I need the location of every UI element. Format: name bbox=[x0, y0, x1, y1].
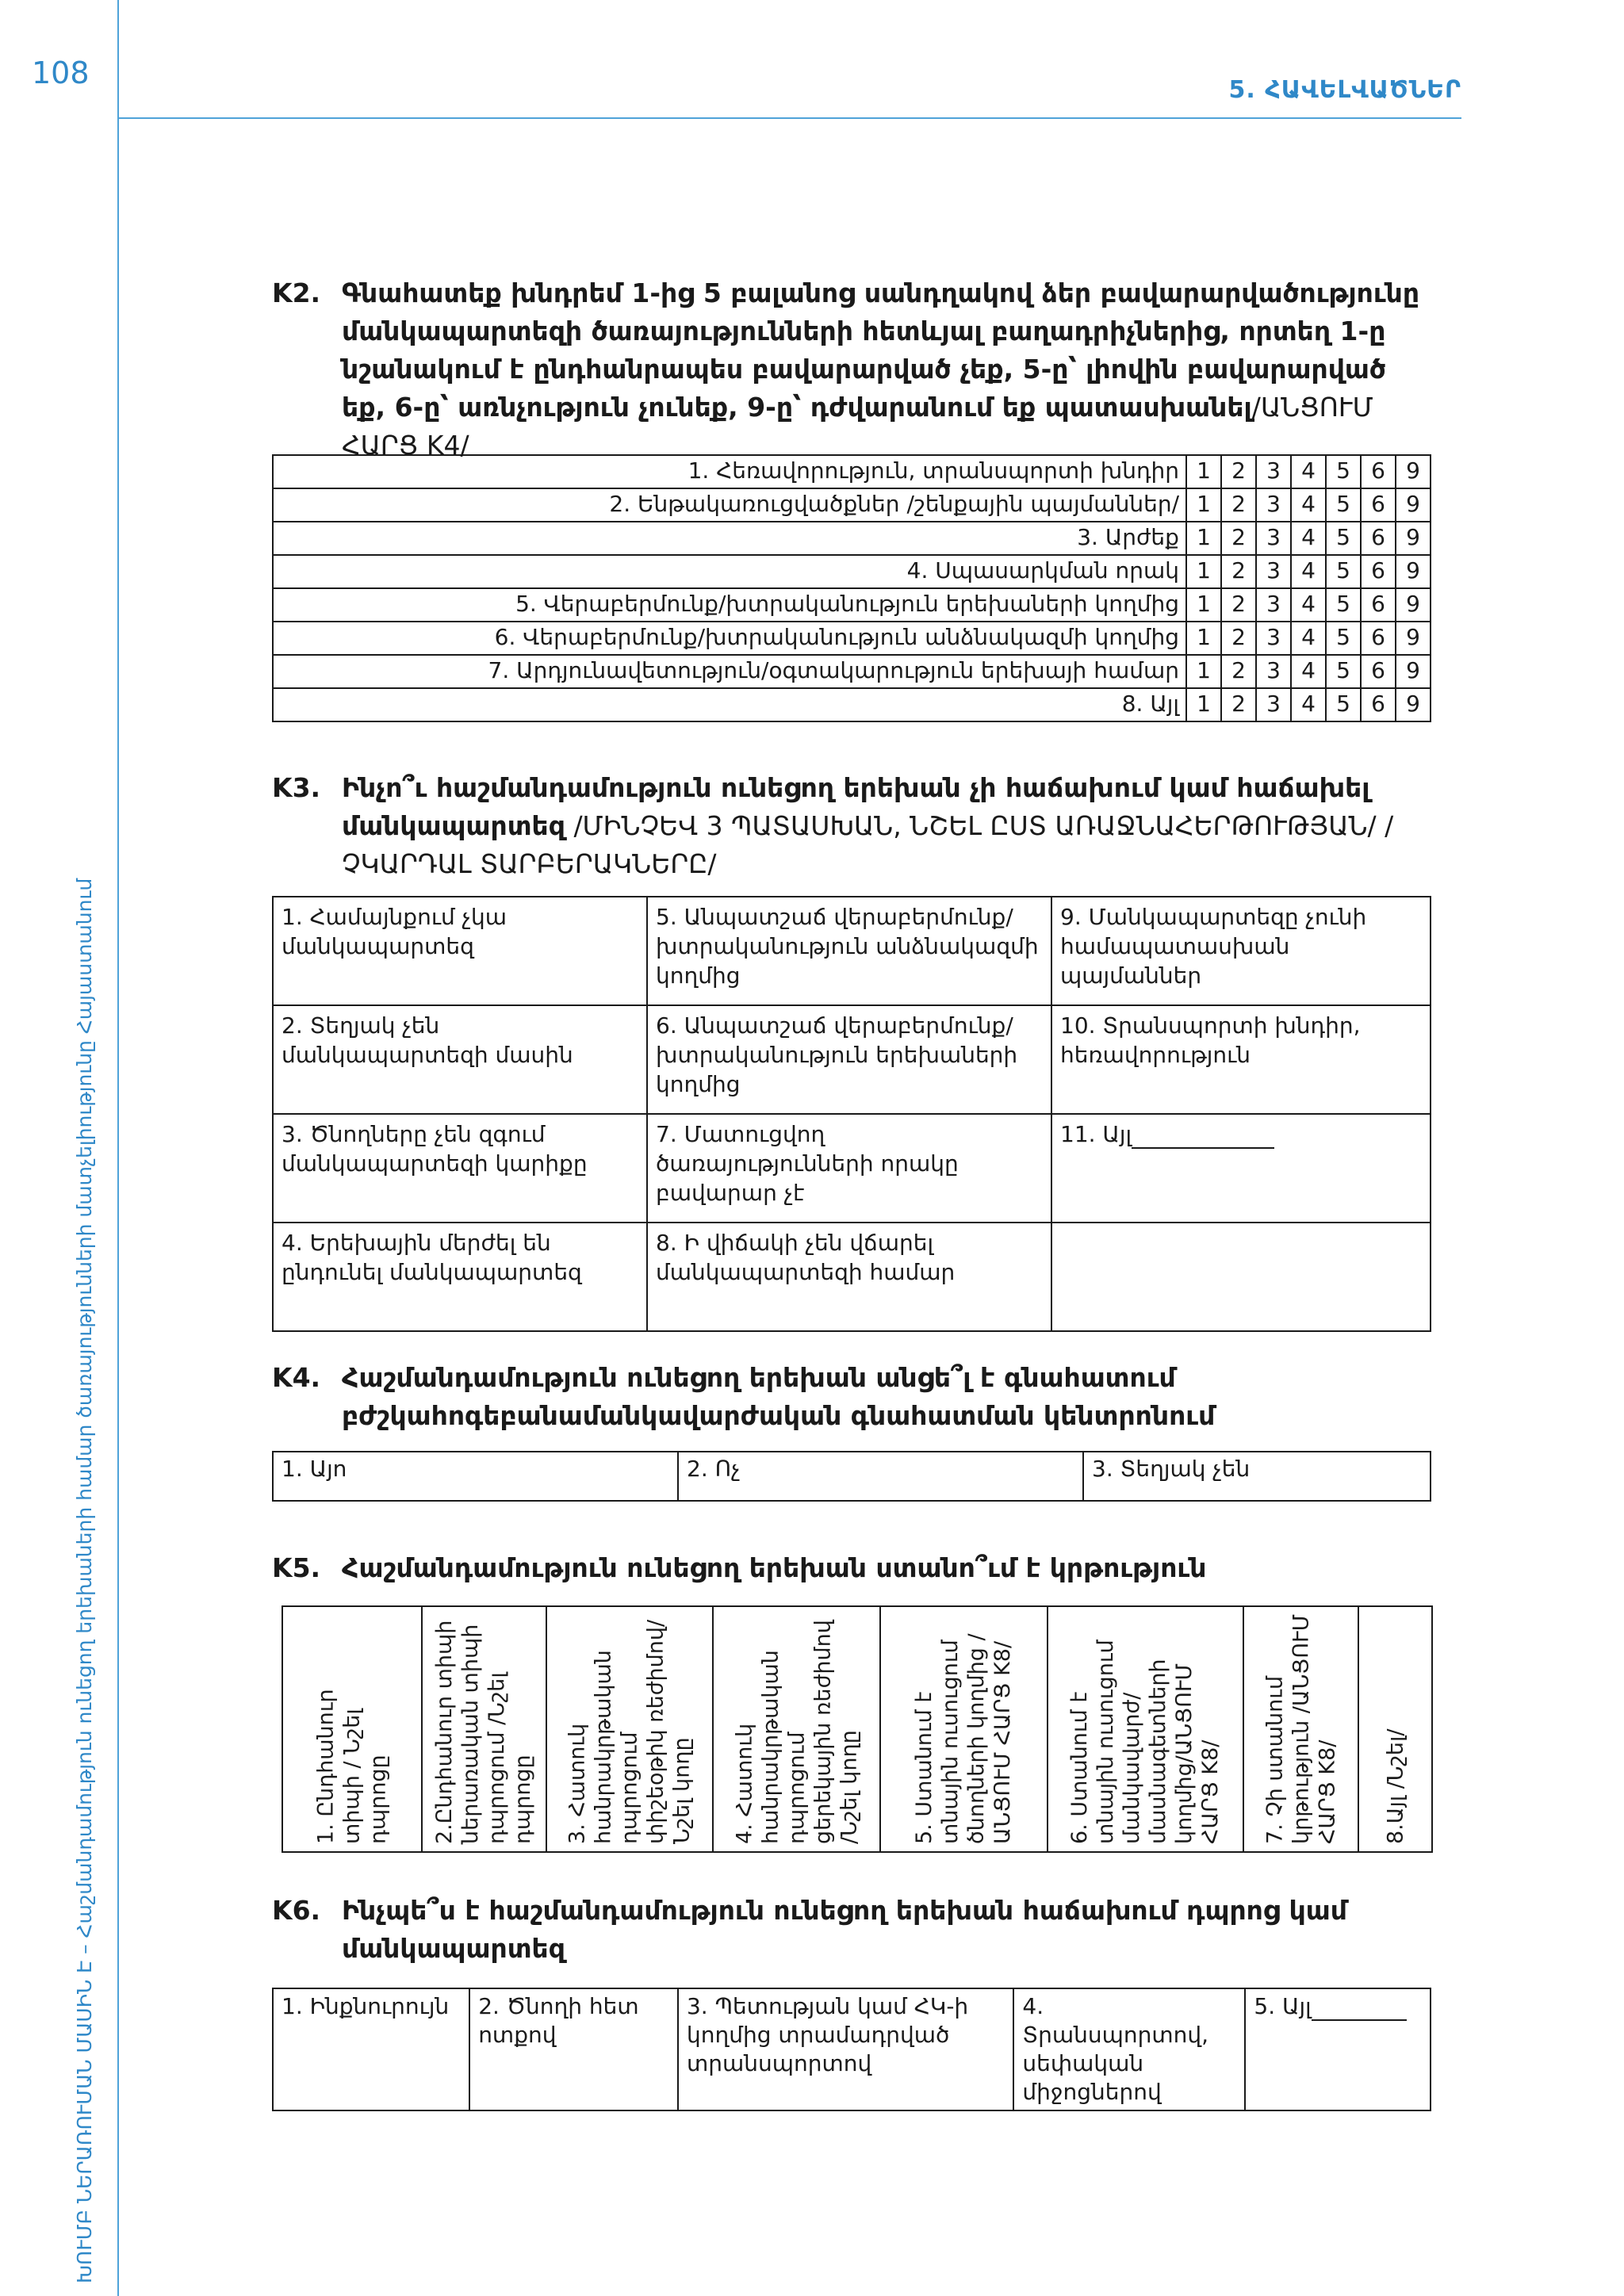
answer-option-label: 7. Մատուցվող ծառայությունների որակը բավարար չէ bbox=[656, 1121, 959, 1206]
rating-option-2[interactable]: 2 bbox=[1221, 655, 1256, 688]
answer-option[interactable] bbox=[546, 1606, 714, 1852]
rating-option-4[interactable]: 4 bbox=[1291, 655, 1326, 688]
answer-option[interactable] bbox=[1358, 1606, 1432, 1852]
rating-row bbox=[273, 688, 1431, 721]
answer-option[interactable] bbox=[282, 1606, 422, 1852]
option-row bbox=[273, 897, 1431, 1005]
rating-row bbox=[273, 455, 1431, 488]
rating-option-9[interactable]: 9 bbox=[1396, 688, 1431, 721]
rating-option-6[interactable]: 6 bbox=[1361, 588, 1396, 622]
answer-option[interactable] bbox=[273, 1452, 678, 1501]
answer-option[interactable] bbox=[647, 1114, 1051, 1223]
answer-option[interactable] bbox=[422, 1606, 546, 1852]
rating-option-9[interactable]: 9 bbox=[1396, 622, 1431, 655]
answer-option[interactable] bbox=[678, 1452, 1083, 1501]
answer-option[interactable] bbox=[273, 1005, 647, 1114]
rating-option-1[interactable]: 1 bbox=[1186, 588, 1221, 622]
question-k6 bbox=[272, 1892, 1432, 1968]
rating-option-1[interactable]: 1 bbox=[1186, 622, 1221, 655]
rating-option-3[interactable]: 3 bbox=[1256, 488, 1291, 522]
rating-option-9[interactable]: 9 bbox=[1396, 555, 1431, 588]
answer-option[interactable] bbox=[273, 897, 647, 1005]
rating-option-2[interactable]: 2 bbox=[1221, 555, 1256, 588]
question-code: K4. bbox=[272, 1362, 321, 1393]
option-row bbox=[273, 1005, 1431, 1114]
option-row bbox=[273, 1223, 1431, 1331]
rating-option-5[interactable]: 5 bbox=[1326, 622, 1361, 655]
question-code: K5. bbox=[272, 1552, 321, 1583]
answer-option-label: 6. Ստանում է տնային ուսուցում մանկավարժ/ մասնագետների կողմից/ԱՆՑՈՒՄ ՀԱՐՑ K8/ bbox=[1067, 1640, 1224, 1844]
answer-option[interactable] bbox=[469, 1988, 678, 2110]
rating-option-1[interactable]: 1 bbox=[1186, 455, 1221, 488]
question-k2 bbox=[272, 274, 1432, 465]
rating-item-label: 6. Վերաբերմունք/խտրականություն անձնակազմի կողմից bbox=[273, 622, 1186, 655]
rating-option-6[interactable]: 6 bbox=[1361, 622, 1396, 655]
rating-option-6[interactable]: 6 bbox=[1361, 655, 1396, 688]
rating-option-2[interactable]: 2 bbox=[1221, 588, 1256, 622]
rating-item-label: 5. Վերաբերմունք/խտրականություն երեխաների կողմից bbox=[273, 588, 1186, 622]
left-margin-rule bbox=[117, 0, 119, 2296]
answer-option-label: 3. Հատուկ հանրակրթական դպրոցում փիշեօթիկ ռեժիմով/ Նշել կողը bbox=[565, 1619, 695, 1844]
answer-option-label: 8. Ի վիճակի չեն վճարել մանկապարտեզի համար bbox=[656, 1230, 956, 1285]
page-number: 108 bbox=[32, 55, 90, 90]
rating-option-9[interactable]: 9 bbox=[1396, 488, 1431, 522]
answer-option-label: 10. Տրանսպորտի խնդիր, հեռավորություն bbox=[1060, 1012, 1361, 1068]
answer-option-label: 4. Երեխային մերժել են ընդունել մանկապարտեզ bbox=[282, 1230, 582, 1285]
rating-row bbox=[273, 555, 1431, 588]
question-code: K6. bbox=[272, 1895, 321, 1926]
answer-option-label: 1. Համայնքում չկա մանկապարտեզ bbox=[282, 904, 508, 959]
rating-option-6[interactable]: 6 bbox=[1361, 555, 1396, 588]
rating-option-1[interactable]: 1 bbox=[1186, 488, 1221, 522]
answer-option[interactable] bbox=[1083, 1452, 1431, 1501]
option-row bbox=[273, 1114, 1431, 1223]
vertical-side-title: ԽՈՒՄԲ ՆԵՐԱՌՈՒՄԱՆ ՄԱՍԻՆ Է – Հաշմանդամություն ունեցող երեխաների համար ծառայությունների մատչելիությունը Հայաստանում bbox=[73, 878, 96, 2283]
answer-option[interactable] bbox=[273, 1114, 647, 1223]
answer-option[interactable] bbox=[713, 1606, 880, 1852]
answer-option-label: 8.Այլ /Նշել/ bbox=[1383, 1728, 1408, 1844]
answer-option-label: 4. Հատուկ հանրակրթական դպրոցում ցերեկային ռեժիմով /Նշել կողը bbox=[732, 1620, 862, 1844]
rating-row bbox=[273, 622, 1431, 655]
question-text: Ինչո՞ւ հաշմանդամություն ունեցող երեխան չի հաճախում կամ հաճախել մանկապարտեզ /ՄԻՆՉԵՎ 3 ՊԱՏԱՍԽԱՆ, ՆՇԵԼ ԸՍՏ ԱՌԱՋՆԱՀԵՐԹՈՒԹՅԱՆ/ /ՉԿԱՐԴԱԼ ՏԱՐԲԵՐԱԿՆԵՐԸ/ bbox=[342, 772, 1394, 879]
rating-option-3[interactable]: 3 bbox=[1256, 622, 1291, 655]
answer-option[interactable] bbox=[273, 1988, 469, 2110]
answer-option[interactable] bbox=[273, 1223, 647, 1331]
k2-rating-table bbox=[272, 454, 1431, 722]
answer-option[interactable] bbox=[1051, 1114, 1431, 1223]
rating-option-1[interactable]: 1 bbox=[1186, 655, 1221, 688]
rating-option-1[interactable]: 1 bbox=[1186, 555, 1221, 588]
rating-option-3[interactable]: 3 bbox=[1256, 455, 1291, 488]
question-k3 bbox=[272, 769, 1432, 883]
rating-option-4[interactable]: 4 bbox=[1291, 588, 1326, 622]
rating-option-9[interactable]: 9 bbox=[1396, 655, 1431, 688]
rating-option-3[interactable]: 3 bbox=[1256, 522, 1291, 555]
k5-options-table bbox=[282, 1605, 1433, 1853]
rating-option-6[interactable]: 6 bbox=[1361, 488, 1396, 522]
answer-option-label: 2. Ոչ bbox=[687, 1456, 741, 1482]
rating-option-4[interactable]: 4 bbox=[1291, 622, 1326, 655]
rating-row bbox=[273, 522, 1431, 555]
rating-item-label: 1. Հեռավորություն, տրանսպորտի խնդիր bbox=[273, 455, 1186, 488]
rating-option-5[interactable]: 5 bbox=[1326, 555, 1361, 588]
rating-option-2[interactable]: 2 bbox=[1221, 455, 1256, 488]
answer-option-label: 2.Ընդհանուր տիպի ներառական տիպի դպրոցում /Նշել դպրոցը bbox=[432, 1620, 536, 1844]
rating-option-1[interactable]: 1 bbox=[1186, 688, 1221, 721]
answer-option-label: 1. Այո bbox=[282, 1456, 347, 1482]
rating-option-6[interactable]: 6 bbox=[1361, 688, 1396, 721]
answer-option-label: 3. Պետության կամ ՀԿ-ի կողմից տրամադրված տրանսպորտով bbox=[686, 1993, 969, 2076]
rating-option-2[interactable]: 2 bbox=[1221, 622, 1256, 655]
rating-option-9[interactable]: 9 bbox=[1396, 522, 1431, 555]
question-k4 bbox=[272, 1359, 1432, 1435]
rating-option-6[interactable]: 6 bbox=[1361, 455, 1396, 488]
rating-option-4[interactable]: 4 bbox=[1291, 522, 1326, 555]
rating-option-6[interactable]: 6 bbox=[1361, 522, 1396, 555]
rating-item-label: 3. Արժեք bbox=[273, 522, 1186, 555]
answer-option[interactable] bbox=[678, 1988, 1013, 2110]
answer-option-label: 7. Չի ստանում կրթություն /ԱՆՑՈՒՄ ՀԱՐՑ K8/ bbox=[1262, 1614, 1340, 1844]
question-code: K3. bbox=[272, 772, 321, 803]
rating-option-3[interactable]: 3 bbox=[1256, 588, 1291, 622]
rating-option-5[interactable]: 5 bbox=[1326, 455, 1361, 488]
answer-option[interactable] bbox=[880, 1606, 1048, 1852]
rating-row bbox=[273, 488, 1431, 522]
rating-option-5[interactable]: 5 bbox=[1326, 688, 1361, 721]
rating-option-5[interactable]: 5 bbox=[1326, 588, 1361, 622]
rating-option-4[interactable]: 4 bbox=[1291, 555, 1326, 588]
answer-option[interactable] bbox=[1013, 1988, 1245, 2110]
question-text: Հաշմանդամություն ունեցող երեխան ստանո՞ւմ է կրթություն bbox=[342, 1552, 1207, 1583]
question-instruction: /ԱՆՑՈՒՄ ՀԱՐՑ K4/ bbox=[342, 392, 1373, 461]
answer-option-label: 5. Անպատշաճ վերաբերմունք/ խտրականություն անձնակազմի կողմից bbox=[656, 904, 1039, 989]
answer-option-label: 3. Ծնողները չեն զգում մանկապարտեզի կարիքը bbox=[282, 1121, 588, 1177]
answer-option-label: 9. Մանկապարտեզը չունի համապատասխան պայմաններ bbox=[1060, 904, 1367, 989]
answer-option-label: 6. Անպատշաճ վերաբերմունք/ խտրականություն երեխաների կողմից bbox=[656, 1012, 1018, 1097]
answer-option-label: 2. Տեղյակ չեն մանկապարտեզի մասին bbox=[282, 1012, 573, 1068]
rating-option-2[interactable]: 2 bbox=[1221, 522, 1256, 555]
answer-option-label: 3. Տեղյակ չեն bbox=[1092, 1456, 1251, 1482]
question-text: Հաշմանդամություն ունեցող երեխան անցե՞լ է գնահատում բժշկահոգեբանամանկավարժական գնահատման կենտրոնում bbox=[342, 1362, 1216, 1431]
question-text: Ինչպե՞ս է հաշմանդամություն ունեցող երեխան հաճախում դպրոց կամ մանկապարտեզ bbox=[342, 1895, 1347, 1964]
answer-option[interactable] bbox=[1051, 897, 1431, 1005]
rating-item-label: 2. Ենթակառուցվածքներ /շենքային պայմաններ/ bbox=[273, 488, 1186, 522]
k4-options-table bbox=[272, 1451, 1431, 1502]
question-k5 bbox=[272, 1549, 1432, 1587]
rating-item-label: 7. Արդյունավետություն/օգտակարություն երեխայի համար bbox=[273, 655, 1186, 688]
answer-option[interactable] bbox=[1243, 1606, 1358, 1852]
rating-option-5[interactable]: 5 bbox=[1326, 522, 1361, 555]
answer-option-label: 1. Ինքնուրույն bbox=[282, 1993, 450, 2019]
rating-option-5[interactable]: 5 bbox=[1326, 655, 1361, 688]
answer-option[interactable] bbox=[647, 1005, 1051, 1114]
rating-option-5[interactable]: 5 bbox=[1326, 488, 1361, 522]
rating-item-label: 8. Այլ bbox=[273, 688, 1186, 721]
k3-options-table bbox=[272, 896, 1431, 1332]
rating-option-3[interactable]: 3 bbox=[1256, 688, 1291, 721]
question-text: Գնահատեք խնդրեմ 1-ից 5 բալանոց սանդղակով ձեր բավարարվածությունը մանկապարտեզի ծառայությունների հետևյալ բաղադրիչներից, որտեղ 1-ը նշանակում է ընդհանրապես բավարարված չեք, 5-ը՝ լիովին բավարարված եք, 6-ը՝ առնչություն չունեք, 9-ը՝ դժվարանում եք պատասխանել/ԱՆՑՈՒՄ ՀԱՐՑ K4/ bbox=[342, 277, 1420, 461]
rating-row bbox=[273, 655, 1431, 688]
answer-option-label: 11. Այլ bbox=[1060, 1121, 1132, 1147]
rating-option-9[interactable]: 9 bbox=[1396, 588, 1431, 622]
question-code: K2. bbox=[272, 277, 321, 308]
other-blank-line[interactable] bbox=[1312, 1997, 1407, 2021]
chapter-title: 5. ՀԱՎԵԼՎԱԾՆԵՐ bbox=[1228, 76, 1461, 104]
answer-option-label: 4. Տրանսպորտով, սեփական միջոցներով bbox=[1022, 1993, 1209, 2105]
answer-option[interactable] bbox=[1048, 1606, 1244, 1852]
answer-option[interactable] bbox=[1245, 1988, 1431, 2110]
rating-item-label: 4. Սպասարկման որակ bbox=[273, 555, 1186, 588]
header-rule bbox=[117, 117, 1461, 119]
rating-option-4[interactable]: 4 bbox=[1291, 688, 1326, 721]
rating-option-1[interactable]: 1 bbox=[1186, 522, 1221, 555]
rating-option-4[interactable]: 4 bbox=[1291, 455, 1326, 488]
other-blank-line[interactable] bbox=[1132, 1125, 1274, 1149]
rating-option-4[interactable]: 4 bbox=[1291, 488, 1326, 522]
answer-option[interactable] bbox=[647, 1223, 1051, 1331]
answer-option[interactable] bbox=[1051, 1223, 1431, 1331]
answer-option-label: 2. Ծնողի հետ ոտքով bbox=[478, 1993, 639, 2048]
rating-option-2[interactable]: 2 bbox=[1221, 488, 1256, 522]
answer-option-label: 5. Այլ bbox=[1254, 1993, 1312, 2019]
question-instruction: /ՄԻՆՉԵՎ 3 ՊԱՏԱՍԽԱՆ, ՆՇԵԼ ԸՍՏ ԱՌԱՋՆԱՀԵՐԹՈՒԹՅԱՆ/ /ՉԿԱՐԴԱԼ ՏԱՐԲԵՐԱԿՆԵՐԸ/ bbox=[342, 810, 1394, 879]
k6-options-table bbox=[272, 1988, 1431, 2111]
answer-option[interactable] bbox=[647, 897, 1051, 1005]
rating-option-3[interactable]: 3 bbox=[1256, 655, 1291, 688]
answer-option-label: 1. Ընդհանուր տիպի / Նշել դպրոցը bbox=[313, 1689, 391, 1844]
rating-option-2[interactable]: 2 bbox=[1221, 688, 1256, 721]
answer-option[interactable] bbox=[1051, 1005, 1431, 1114]
rating-row bbox=[273, 588, 1431, 622]
rating-option-3[interactable]: 3 bbox=[1256, 555, 1291, 588]
rating-option-9[interactable]: 9 bbox=[1396, 455, 1431, 488]
answer-option-label: 5. Ստանում է տնային ուսուցում ծնողների կողմից /ԱՆՑՈՒՄ ՀԱՐՑ K8/ bbox=[912, 1633, 1016, 1844]
